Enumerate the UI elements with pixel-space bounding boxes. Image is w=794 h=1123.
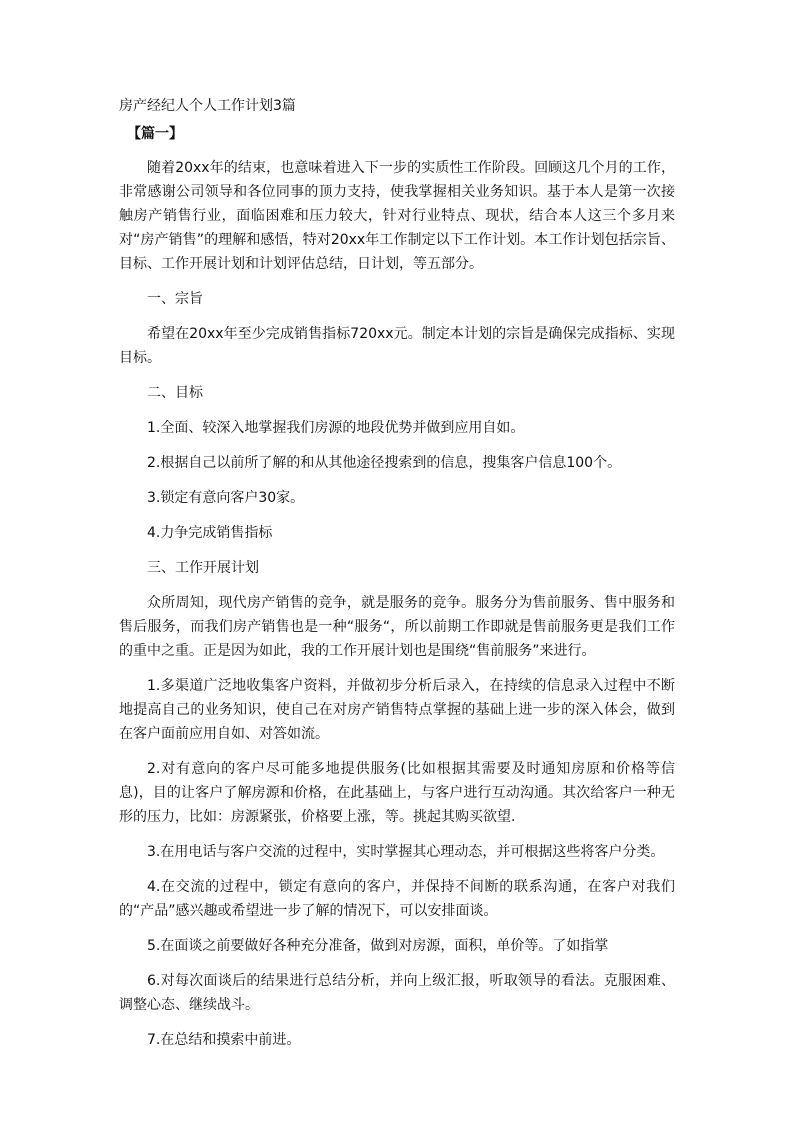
plan-paragraph: 众所周知，现代房产销售的竞争，就是服务的竞争。服务分为售前服务、售中服务和售后服务，而我们房产销售也是一种“服务“，所以前期工作即就是售前服务更是我们工作的重中之重。正是因为如此，我的工作开展计划也是围绕“售前服务”来进行。 bbox=[119, 595, 675, 659]
plan-item: 6.对每次面谈后的结果进行总结分析，并向上级汇报，听取领导的看法。克服困难、调整心态、继续战斗。 bbox=[119, 973, 675, 1013]
part-label: 【篇一】 bbox=[127, 126, 183, 142]
goal-item: 1.全面、较深入地掌握我们房源的地段优势并做到应用自如。 bbox=[147, 420, 525, 436]
plan-item: 1.多渠道广泛地收集客户资料，并做初步分析后录入，在持续的信息录入过程中不断地提高自己的业务知识，使自己在对房产销售特点掌握的基础上进一步的深入体会，做到在客户面前应用自如、对答如流。 bbox=[119, 678, 675, 742]
goal-item: 3.锁定有意向客户30家。 bbox=[147, 490, 305, 506]
purpose-paragraph: 希望在20xx年至少完成销售指标720xx元。制定本计划的宗旨是确保完成指标、实现目标。 bbox=[119, 326, 675, 366]
section-heading-purpose: 一、宗旨 bbox=[147, 291, 203, 307]
section-heading-goals: 二、目标 bbox=[147, 385, 203, 401]
section-heading-plan: 三、工作开展计划 bbox=[147, 560, 259, 576]
plan-item: 4.在交流的过程中，锁定有意向的客户，并保持不间断的联系沟通，在客户对我们的“产品”感兴趣或希望进一步了解的情况下，可以安排面谈。 bbox=[119, 879, 675, 919]
goal-item: 4.力争完成销售指标 bbox=[147, 525, 273, 541]
document-page bbox=[119, 96, 675, 1063]
plan-item: 7.在总结和摸索中前进。 bbox=[147, 1032, 301, 1048]
plan-item: 3.在用电话与客户交流的过程中，实时掌握其心理动态，并可根据这些将客户分类。 bbox=[147, 844, 665, 860]
plan-item: 2.对有意向的客户尽可能多地提供服务(比如根据其需要及时通知房原和价格等信息)，目的让客户了解房源和价格，在此基础上，与客户进行互动沟通。其次给客户一种无形的压力，比如：房源紧张，价格要上涨，等。挑起其购买欲望. bbox=[119, 761, 675, 825]
plan-item: 5.在面谈之前要做好各种充分准备，做到对房源，面积，单价等。了如指掌 bbox=[147, 938, 609, 954]
intro-paragraph: 随着20xx年的结束，也意味着进入下一步的实质性工作阶段。回顾这几个月的工作，非常感谢公司领导和各位同事的顶力支持，使我掌握相关业务知识。基于本人是第一次接触房产销售行业，面临困难和压力较大，针对行业特点、现状，结合本人这三个多月来对“房产销售”的理解和感悟，特对20xx年工作制定以下工作计划。本工作计划包括宗旨、目标、工作开展计划和计划评估总结，日计划，等五部分。 bbox=[119, 160, 675, 272]
goal-item: 2.根据自己以前所了解的和从其他途径搜索到的信息，搜集客户信息100个。 bbox=[147, 455, 622, 471]
document-title: 房产经纪人个人工作计划3篇 bbox=[119, 98, 296, 114]
